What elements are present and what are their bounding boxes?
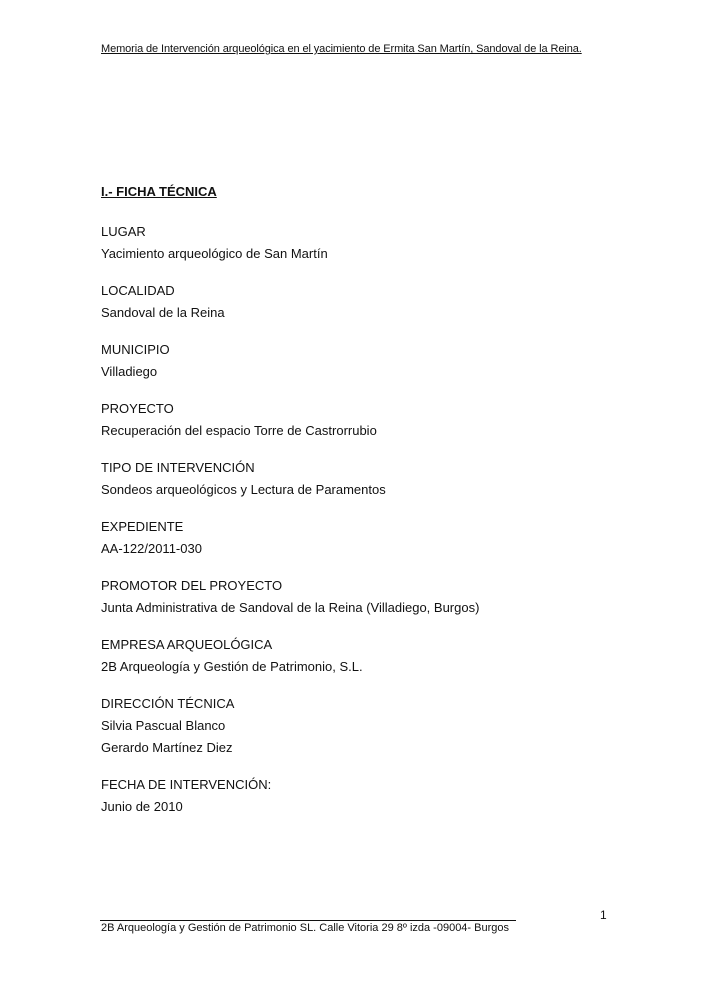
field-proyecto xyxy=(101,398,621,442)
field-value: Sondeos arqueológicos y Lectura de Paramentos xyxy=(101,482,386,497)
field-label: TIPO DE INTERVENCIÓN xyxy=(101,460,255,475)
field-value: AA-122/2011-030 xyxy=(101,541,202,556)
field-tipo-intervencion xyxy=(101,457,621,501)
field-value: Recuperación del espacio Torre de Castrorrubio xyxy=(101,423,377,438)
field-value: Junta Administrativa de Sandoval de la Reina (Villadiego, Burgos) xyxy=(101,600,480,615)
running-header: Memoria de Intervención arqueológica en el yacimiento de Ermita San Martín, Sandoval de la Reina. xyxy=(101,43,582,55)
field-fecha xyxy=(101,774,621,818)
field-label: PROYECTO xyxy=(101,401,174,416)
field-label: LOCALIDAD xyxy=(101,283,175,298)
field-value: Yacimiento arqueológico de San Martín xyxy=(101,246,328,261)
field-label: DIRECCIÓN TÉCNICA xyxy=(101,696,235,711)
page-number: 1 xyxy=(600,908,607,922)
field-expediente xyxy=(101,516,621,560)
field-value: Gerardo Martínez Diez xyxy=(101,740,233,755)
field-lugar xyxy=(101,221,621,265)
footer-address: 2B Arqueología y Gestión de Patrimonio SL. Calle Vitoria 29 8º izda -09004- Burgos xyxy=(101,922,509,934)
field-municipio xyxy=(101,339,621,383)
field-value: Villadiego xyxy=(101,364,158,379)
field-label: MUNICIPIO xyxy=(101,342,170,357)
field-empresa xyxy=(101,634,621,678)
field-value: Sandoval de la Reina xyxy=(101,305,225,320)
technical-sheet-fields xyxy=(101,221,621,833)
field-label: FECHA DE INTERVENCIÓN: xyxy=(101,777,272,792)
field-label: EXPEDIENTE xyxy=(101,519,184,534)
field-label: LUGAR xyxy=(101,224,146,239)
footer-divider xyxy=(100,920,516,921)
field-value: Junio de 2010 xyxy=(101,799,183,814)
field-direccion-tecnica xyxy=(101,693,621,759)
field-label: PROMOTOR DEL PROYECTO xyxy=(101,578,283,593)
field-localidad xyxy=(101,280,621,324)
field-value: Silvia Pascual Blanco xyxy=(101,718,226,733)
field-value: 2B Arqueología y Gestión de Patrimonio, S.L. xyxy=(101,659,363,674)
section-title: I.- FICHA TÉCNICA xyxy=(101,184,217,199)
field-promotor xyxy=(101,575,621,619)
field-label: EMPRESA ARQUEOLÓGICA xyxy=(101,637,273,652)
